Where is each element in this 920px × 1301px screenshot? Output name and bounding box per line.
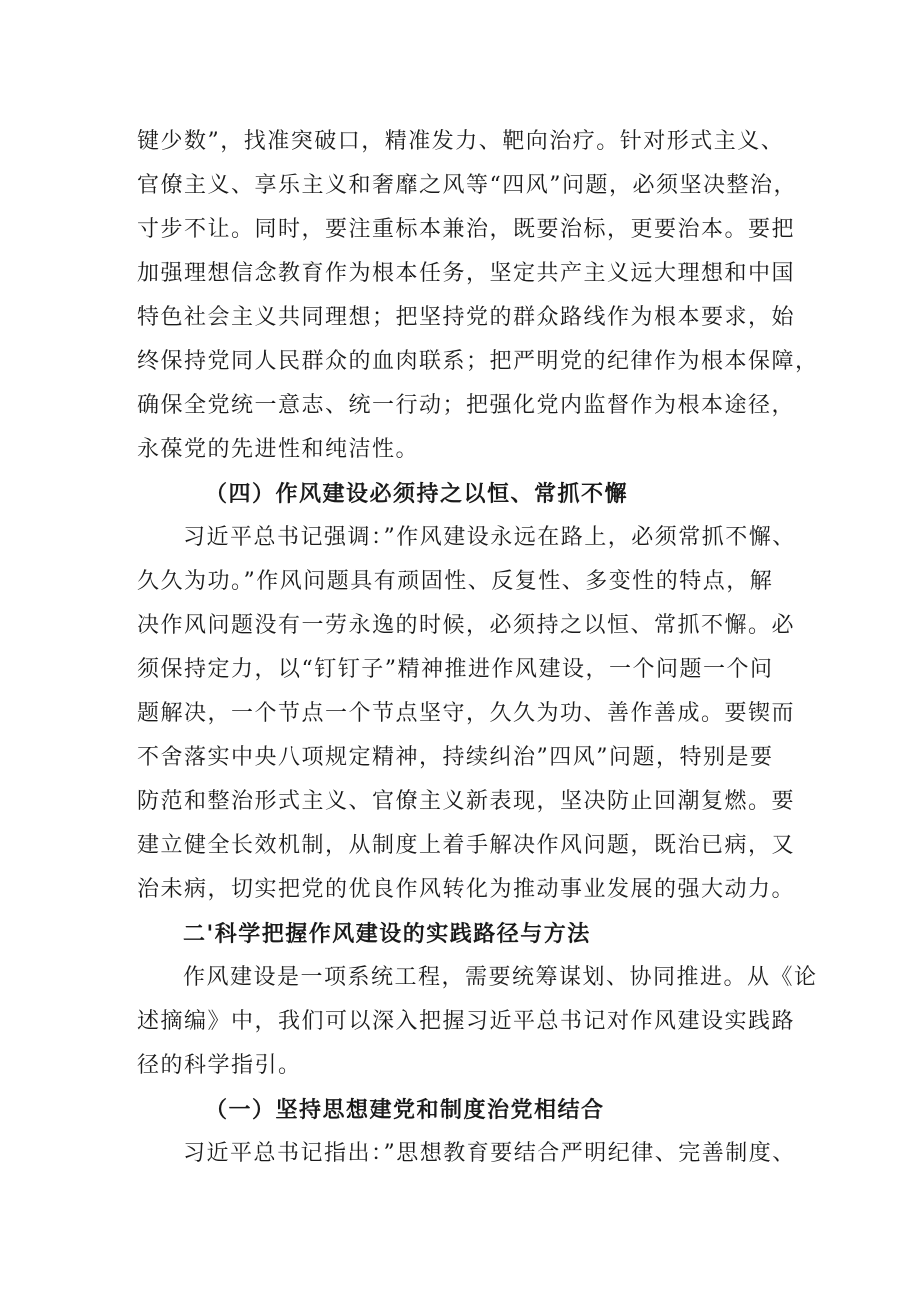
text-line: 建立健全长效机制，从制度上着手解决作风问题，既治已病，又 xyxy=(137,833,796,858)
text-line: 作风建设是一项系统工程，需要统筹谋划、协同推进。从《论 xyxy=(183,965,818,990)
text-line: 习近平总书记强调：”作风建设永远在路上，必须常抓不懈、 xyxy=(183,525,796,550)
text-line: 确保全党统一意志、统一行动；把强化党内监督作为根本途径， xyxy=(137,393,796,418)
text-line: 永葆党的先进性和纯洁性。 xyxy=(137,437,420,462)
section-heading: 二'科学把握作风建设的实践路径与方法 xyxy=(183,921,591,947)
section-subheading: （四）作风建设必须持之以恒、常抓不懈 xyxy=(205,481,629,507)
text-line: 终保持党同人民群众的血肉联系；把严明党的纪律作为根本保障， xyxy=(137,349,819,374)
text-line: 治未病，切实把党的优良作风转化为推动事业发展的强大动力。 xyxy=(137,877,796,902)
text-line: 须保持定力，以“钉钉子”精神推进作风建设，一个问题一个问 xyxy=(137,657,774,682)
text-line: 决作风问题没有一劳永逸的时候，必须持之以恒、常抓不懈。必 xyxy=(137,613,796,638)
text-line: 寸步不让。同时，要注重标本兼治，既要治标，更要治本。要把 xyxy=(137,217,796,242)
text-line: 径的科学指引。 xyxy=(137,1053,302,1078)
text-line: 不舍落实中央八项规定精神，持续纠治”四风”问题，特别是要 xyxy=(137,745,774,770)
text-line: 防范和整治形式主义、官僚主义新表现，坚决防止回潮复燃。要 xyxy=(137,789,796,814)
text-line: 述摘编》中，我们可以深入把握习近平总书记对作风建设实践路 xyxy=(137,1009,796,1034)
section-subheading: （一）坚持思想建党和制度治党相结合 xyxy=(205,1097,605,1123)
text-line: 加强理想信念教育作为根本任务，坚定共产主义远大理想和中国 xyxy=(137,261,796,286)
text-line: 题解决，一个节点一个节点坚守，久久为功、善作善成。要锲而 xyxy=(137,701,796,726)
text-line: 官僚主义、享乐主义和奢靡之风等“四风”问题，必须坚决整治， xyxy=(137,173,797,198)
text-line: 特色社会主义共同理想；把坚持党的群众路线作为根本要求，始 xyxy=(137,305,796,330)
text-line: 习近平总书记指出：”思想教育要结合严明纪律、完善制度、 xyxy=(183,1141,796,1166)
text-line: 久久为功。”作风问题具有顽固性、反复性、多变性的特点，解 xyxy=(137,569,774,594)
text-line: 键少数”，找准突破口，精准发力、靶向治疗。针对形式主义、 xyxy=(137,129,785,154)
